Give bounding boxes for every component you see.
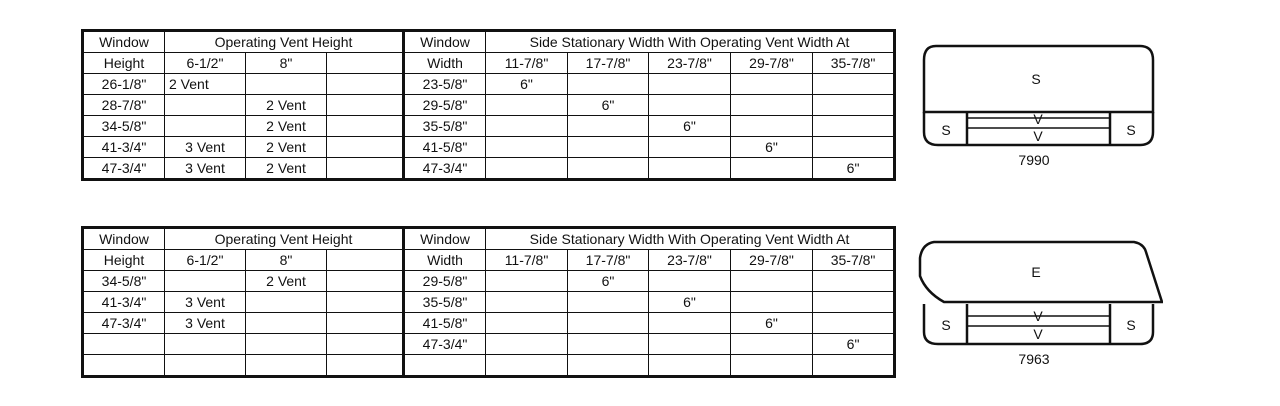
header-vent-width-col: 17-7/8" bbox=[568, 250, 649, 271]
cell-side-width bbox=[649, 74, 731, 95]
header-window: Window bbox=[83, 228, 165, 250]
right-panel-label: S bbox=[1126, 317, 1136, 333]
left-panel-label: S bbox=[941, 317, 951, 333]
left-panel-label: S bbox=[941, 122, 951, 138]
cell-side-width bbox=[649, 334, 731, 355]
header-width: Width bbox=[404, 53, 486, 74]
header-height: Height bbox=[83, 250, 165, 271]
window-diagram-7990 bbox=[918, 40, 1163, 170]
header-window: Window bbox=[83, 31, 165, 53]
cell-side-width bbox=[731, 158, 813, 180]
header-operating-vent-height: Operating Vent Height bbox=[165, 31, 404, 53]
cell-vent bbox=[246, 334, 327, 355]
cell-width: 29-5/8" bbox=[404, 95, 486, 116]
cell-vent bbox=[327, 137, 404, 158]
cell-vent: 2 Vent bbox=[246, 116, 327, 137]
cell-vent: 2 Vent bbox=[246, 137, 327, 158]
table-row bbox=[83, 116, 895, 137]
cell-side-width bbox=[486, 158, 568, 180]
cell-side-width: 6" bbox=[568, 95, 649, 116]
cell-side-width: 6" bbox=[731, 313, 813, 334]
cell-vent bbox=[327, 355, 404, 377]
table-row bbox=[83, 355, 895, 377]
cell-side-width bbox=[813, 271, 895, 292]
cell-vent bbox=[327, 334, 404, 355]
window-diagram-7963 bbox=[918, 236, 1163, 371]
cell-side-width: 6" bbox=[568, 271, 649, 292]
table-row bbox=[83, 313, 895, 334]
table-row bbox=[83, 95, 895, 116]
cell-side-width: 6" bbox=[731, 137, 813, 158]
cell-vent bbox=[246, 313, 327, 334]
cell-side-width bbox=[568, 292, 649, 313]
cell-width: 23-5/8" bbox=[404, 74, 486, 95]
cell-height: 47-3/4" bbox=[83, 158, 165, 180]
cell-side-width bbox=[813, 355, 895, 377]
cell-side-width bbox=[813, 313, 895, 334]
cell-side-width: 6" bbox=[813, 158, 895, 180]
cell-side-width bbox=[731, 334, 813, 355]
cell-vent: 3 Vent bbox=[165, 158, 246, 180]
header-vent-col: 6-1/2" bbox=[165, 53, 246, 74]
cell-side-width bbox=[731, 292, 813, 313]
cell-side-width bbox=[568, 137, 649, 158]
header-vent-width-col: 23-7/8" bbox=[649, 250, 731, 271]
cell-width: 41-5/8" bbox=[404, 313, 486, 334]
cell-side-width bbox=[813, 292, 895, 313]
cell-width: 41-5/8" bbox=[404, 137, 486, 158]
cell-side-width bbox=[731, 74, 813, 95]
cell-side-width bbox=[813, 74, 895, 95]
header-vent-col: 6-1/2" bbox=[165, 250, 246, 271]
cell-vent bbox=[327, 74, 404, 95]
cell-height: 34-5/8" bbox=[83, 271, 165, 292]
table-row bbox=[83, 271, 895, 292]
cell-height: 28-7/8" bbox=[83, 95, 165, 116]
model-number: 7963 bbox=[1018, 351, 1050, 367]
cell-vent: 3 Vent bbox=[165, 313, 246, 334]
header-vent-width-col: 35-7/8" bbox=[813, 250, 895, 271]
cell-side-width bbox=[649, 137, 731, 158]
cell-side-width bbox=[486, 95, 568, 116]
cell-side-width bbox=[568, 158, 649, 180]
header-vent-col bbox=[327, 53, 404, 74]
right-panel-label: S bbox=[1126, 122, 1136, 138]
header-vent-width-col: 29-7/8" bbox=[731, 53, 813, 74]
cell-height: 26-1/8" bbox=[83, 74, 165, 95]
cell-side-width bbox=[649, 271, 731, 292]
cell-height: 41-3/4" bbox=[83, 137, 165, 158]
vent-top-label: V bbox=[1033, 308, 1043, 324]
header-vent-col: 8" bbox=[246, 250, 327, 271]
header-side-stationary: Side Stationary Width With Operating Vent Width At bbox=[486, 31, 895, 53]
header-row-2 bbox=[83, 53, 895, 74]
cell-side-width bbox=[568, 334, 649, 355]
table-row bbox=[83, 158, 895, 180]
table-row bbox=[83, 137, 895, 158]
header-vent-width-col: 11-7/8" bbox=[486, 53, 568, 74]
header-height: Height bbox=[83, 53, 165, 74]
cell-side-width bbox=[649, 313, 731, 334]
cell-side-width bbox=[568, 355, 649, 377]
header-row-1 bbox=[83, 228, 895, 250]
header-side-stationary: Side Stationary Width With Operating Vent Width At bbox=[486, 228, 895, 250]
cell-vent bbox=[165, 95, 246, 116]
cell-side-width: 6" bbox=[813, 334, 895, 355]
vent-top-label: V bbox=[1033, 111, 1043, 127]
cell-vent bbox=[165, 271, 246, 292]
cell-side-width bbox=[568, 116, 649, 137]
cell-height bbox=[83, 355, 165, 377]
cell-side-width bbox=[486, 271, 568, 292]
cell-height: 34-5/8" bbox=[83, 116, 165, 137]
header-operating-vent-height: Operating Vent Height bbox=[165, 228, 404, 250]
cell-height bbox=[83, 334, 165, 355]
cell-side-width bbox=[486, 137, 568, 158]
cell-side-width bbox=[813, 95, 895, 116]
top-panel-label: E bbox=[1031, 264, 1041, 280]
cell-side-width bbox=[486, 313, 568, 334]
cell-vent bbox=[327, 158, 404, 180]
cell-side-width bbox=[568, 74, 649, 95]
header-row-1 bbox=[83, 31, 895, 53]
cell-side-width bbox=[813, 137, 895, 158]
cell-vent bbox=[327, 292, 404, 313]
header-vent-width-col: 29-7/8" bbox=[731, 250, 813, 271]
cell-vent bbox=[165, 116, 246, 137]
cell-side-width bbox=[486, 116, 568, 137]
cell-side-width bbox=[731, 271, 813, 292]
vent-bottom-label: V bbox=[1033, 128, 1043, 144]
cell-width: 47-3/4" bbox=[404, 158, 486, 180]
cell-side-width bbox=[649, 158, 731, 180]
cell-side-width: 6" bbox=[649, 116, 731, 137]
cell-height: 41-3/4" bbox=[83, 292, 165, 313]
cell-width: 47-3/4" bbox=[404, 334, 486, 355]
cell-width: 35-5/8" bbox=[404, 292, 486, 313]
cell-side-width bbox=[731, 355, 813, 377]
model-number: 7990 bbox=[1018, 152, 1050, 168]
top-panel-label: S bbox=[1031, 71, 1041, 87]
cell-vent: 2 Vent bbox=[165, 74, 246, 95]
header-vent-col: 8" bbox=[246, 53, 327, 74]
cell-height: 47-3/4" bbox=[83, 313, 165, 334]
cell-vent: 3 Vent bbox=[165, 137, 246, 158]
header-vent-width-col: 17-7/8" bbox=[568, 53, 649, 74]
cell-width bbox=[404, 355, 486, 377]
cell-vent bbox=[246, 74, 327, 95]
vent-bottom-label: V bbox=[1033, 326, 1043, 342]
header-vent-width-col: 23-7/8" bbox=[649, 53, 731, 74]
header-width: Width bbox=[404, 250, 486, 271]
cell-vent: 2 Vent bbox=[246, 158, 327, 180]
cell-side-width bbox=[813, 116, 895, 137]
vent-table-7963 bbox=[81, 226, 896, 378]
cell-side-width bbox=[649, 95, 731, 116]
cell-width: 29-5/8" bbox=[404, 271, 486, 292]
cell-side-width bbox=[486, 292, 568, 313]
cell-vent bbox=[327, 116, 404, 137]
header-side-window: Window bbox=[404, 31, 486, 53]
cell-vent: 2 Vent bbox=[246, 271, 327, 292]
header-vent-width-col: 35-7/8" bbox=[813, 53, 895, 74]
header-row-2 bbox=[83, 250, 895, 271]
cell-vent bbox=[246, 355, 327, 377]
cell-side-width bbox=[731, 95, 813, 116]
cell-width: 35-5/8" bbox=[404, 116, 486, 137]
header-vent-col bbox=[327, 250, 404, 271]
cell-side-width bbox=[731, 116, 813, 137]
cell-vent: 3 Vent bbox=[165, 292, 246, 313]
cell-side-width bbox=[568, 313, 649, 334]
vent-table-7990 bbox=[81, 29, 896, 181]
cell-vent bbox=[165, 355, 246, 377]
cell-vent bbox=[165, 334, 246, 355]
table-row bbox=[83, 334, 895, 355]
cell-side-width: 6" bbox=[649, 292, 731, 313]
cell-vent: 2 Vent bbox=[246, 95, 327, 116]
cell-vent bbox=[246, 292, 327, 313]
cell-side-width bbox=[649, 355, 731, 377]
cell-side-width bbox=[486, 334, 568, 355]
cell-side-width: 6" bbox=[486, 74, 568, 95]
header-side-window: Window bbox=[404, 228, 486, 250]
header-vent-width-col: 11-7/8" bbox=[486, 250, 568, 271]
table-row bbox=[83, 74, 895, 95]
cell-vent bbox=[327, 313, 404, 334]
cell-vent bbox=[327, 271, 404, 292]
window-eyebrow-panel bbox=[920, 242, 1162, 302]
cell-vent bbox=[327, 95, 404, 116]
cell-side-width bbox=[486, 355, 568, 377]
table-row bbox=[83, 292, 895, 313]
